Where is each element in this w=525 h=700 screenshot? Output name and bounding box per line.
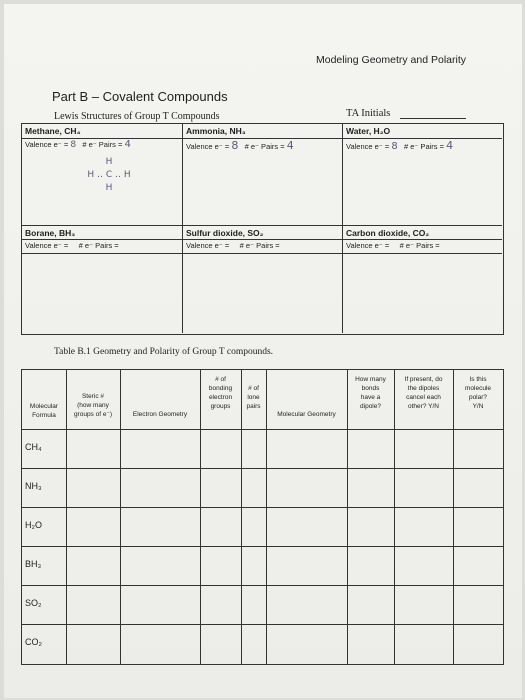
valence-label: Valence e⁻ = [25, 140, 69, 149]
lewis-structures-grid [21, 123, 504, 335]
valence-label: Valence e⁻ = [186, 142, 230, 151]
sketch-middle-row: H ‥ C ‥ H [87, 170, 131, 180]
header-bonds-dipole: How many bonds have a dipole? [355, 376, 386, 410]
ta-initials-label: TA Initials [346, 108, 391, 119]
pairs-value[interactable]: 4 [446, 139, 454, 152]
table-row-label: CO₂ [25, 637, 42, 647]
grid-divider [182, 124, 183, 333]
methane-lewis-sketch [84, 156, 134, 195]
table-row-label: H₂O [25, 520, 42, 530]
compound-name: Methane, CH₄ [25, 126, 81, 136]
table-row-label: BH₃ [25, 559, 42, 569]
pairs-label: # e⁻ Pairs = [82, 140, 123, 149]
table-col-line [347, 370, 348, 664]
table-col-line [241, 370, 242, 664]
pairs-label: # e⁻ Pairs = [78, 241, 119, 250]
table-row-label: NH₃ [25, 481, 42, 491]
worksheet-page [4, 4, 522, 698]
table-caption: Table B.1 Geometry and Polarity of Group T compounds. [54, 347, 274, 357]
compound-cell-borane [25, 228, 180, 250]
valence-label: Valence e⁻ = [25, 241, 69, 250]
valence-value[interactable]: 8 [70, 140, 77, 150]
pairs-label: # e⁻ Pairs = [244, 142, 285, 151]
grid-divider [342, 124, 343, 333]
table-row-line [22, 429, 503, 430]
compound-cell-methane [25, 126, 180, 150]
header-bonding-groups: # of bonding electron groups [208, 376, 233, 410]
table-row-line [22, 546, 503, 547]
table-row-line [22, 507, 503, 508]
header-dipoles-cancel: If present, do the dipoles cancel each other? Y/N [404, 376, 443, 410]
table-row-line [22, 624, 503, 625]
valence-label: Valence e⁻ = [346, 142, 390, 151]
table-col-line [394, 370, 395, 664]
compound-cell-water [346, 126, 501, 152]
header-is-polar: Is this molecule polar? Y/N [464, 376, 491, 410]
header-steric-number: Steric # (how many groups of e⁻) [73, 393, 113, 418]
header-molecular-formula: Molecular Formula [29, 403, 59, 419]
grid-divider [22, 253, 502, 254]
valence-value[interactable]: 8 [391, 141, 398, 152]
header-electron-geometry: Electron Geometry [132, 411, 188, 418]
ta-initials-field[interactable] [400, 118, 466, 119]
compound-cell-carbon-dioxide [346, 228, 501, 250]
document-title: Modeling Geometry and Polarity [316, 54, 466, 66]
table-col-line [200, 370, 201, 664]
compound-name: Borane, BH₃ [25, 228, 76, 238]
compound-name: Ammonia, NH₃ [186, 126, 246, 136]
compound-cell-ammonia [186, 126, 341, 152]
grid-divider [22, 225, 502, 226]
section-subtitle: Lewis Structures of Group T Compounds [54, 111, 220, 122]
valence-label: Valence e⁻ = [346, 241, 390, 250]
sketch-bottom-h: H [105, 183, 113, 193]
pairs-value[interactable]: 4 [124, 139, 131, 150]
table-row-line [22, 468, 503, 469]
valence-value[interactable]: 8 [231, 139, 239, 152]
pairs-label: # e⁻ Pairs = [403, 142, 444, 151]
compound-name: Water, H₂O [346, 126, 391, 136]
table-row-label: SO₂ [25, 598, 42, 608]
valence-label: Valence e⁻ = [186, 241, 230, 250]
geometry-polarity-table [21, 369, 504, 665]
sketch-top-h: H [105, 157, 113, 167]
pairs-value[interactable]: 4 [286, 139, 294, 152]
compound-cell-sulfur-dioxide [186, 228, 341, 250]
pairs-label: # e⁻ Pairs = [239, 241, 280, 250]
table-row-line [22, 585, 503, 586]
header-molecular-geometry: Molecular Geometry [277, 411, 336, 418]
compound-name: Sulfur dioxide, SO₂ [186, 228, 264, 238]
pairs-label: # e⁻ Pairs = [399, 241, 440, 250]
compound-name: Carbon dioxide, CO₂ [346, 228, 430, 238]
table-row-label: CH₄ [25, 442, 42, 452]
header-lone-pairs: # of lone pairs [246, 385, 261, 410]
part-title: Part B – Covalent Compounds [52, 89, 228, 104]
table-col-line [453, 370, 454, 664]
